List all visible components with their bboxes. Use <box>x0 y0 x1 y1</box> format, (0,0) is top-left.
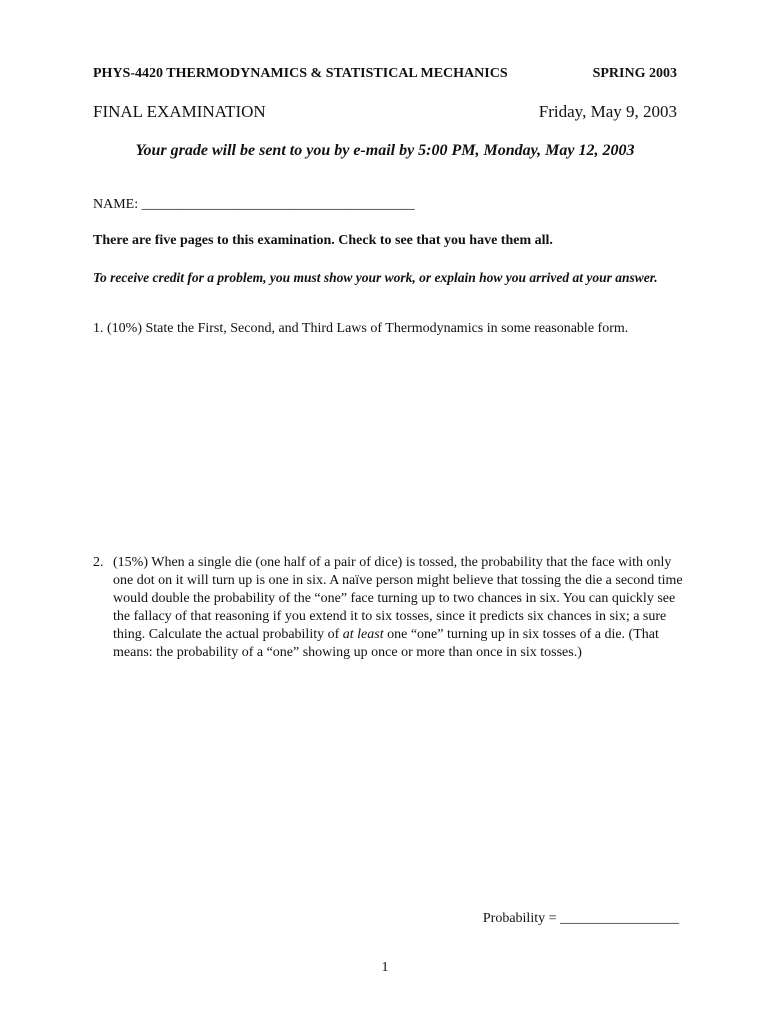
grade-notice: Your grade will be sent to you by e-mail by 5:00 PM, Monday, May 12, 2003 <box>135 142 635 159</box>
probability-answer-line: Probability = _________________ <box>482 911 679 926</box>
question-2-text-end: one “one” turning up in six tosses of a die. (That means: the probability of a “one” showing up once or more than once in six tosses.) <box>113 627 659 660</box>
pages-instruction: There are five pages to this examination. Check to see that you have them all. <box>93 233 553 248</box>
question-2-text-start: (15%) When a single die (one half of a pair of dice) is tossed, the probability that the face with only one dot on it will turn up is one in six. A naïve person might believe that tossing the die a second time would double the probability of the “one” face turning up to two chances in six. You can quickly see the fallacy of that reasoning if you extend it to six tosses, since it predicts six chances in six; a sure thing. Calculate the actual probability of <box>113 555 683 642</box>
question-2-emphasis: at least <box>342 627 384 642</box>
question-2 <box>93 554 683 662</box>
course-title: PHYS-4420 THERMODYNAMICS & STATISTICAL MECHANICS <box>93 66 508 81</box>
question-2-text <box>113 554 683 662</box>
name-field: NAME: _______________________________________ <box>93 197 415 212</box>
term-label: SPRING 2003 <box>592 66 677 81</box>
page-number: 1 <box>381 960 389 975</box>
exam-date: Friday, May 9, 2003 <box>538 102 677 121</box>
exam-title: FINAL EXAMINATION <box>93 102 266 121</box>
question-1: 1. (10%) State the First, Second, and Third Laws of Thermodynamics in some reasonable form. <box>93 321 629 336</box>
credit-instruction: To receive credit for a problem, you must show your work, or explain how you arrived at your answer. <box>93 270 658 285</box>
question-2-number: 2. <box>93 555 104 570</box>
